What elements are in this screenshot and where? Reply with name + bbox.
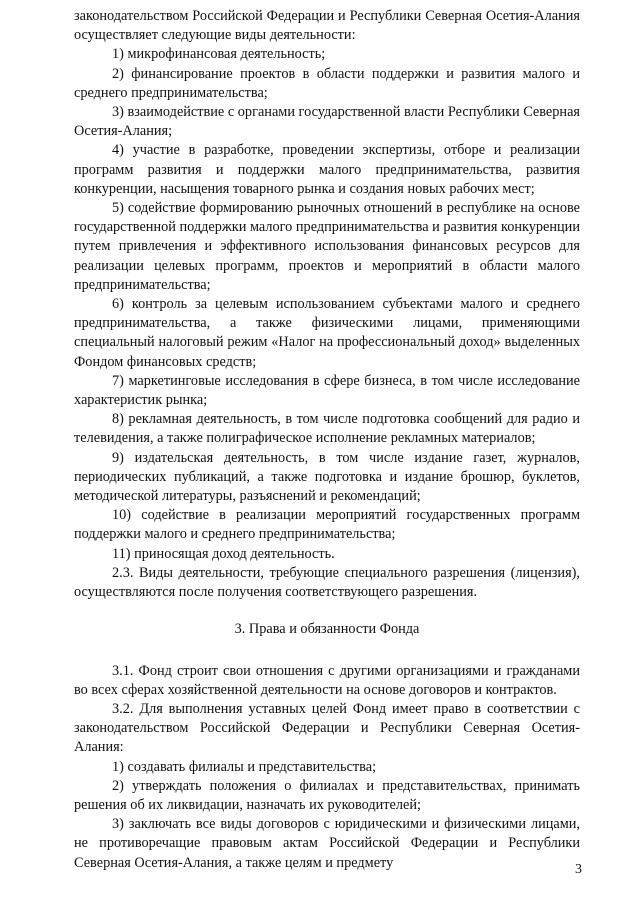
page-number: 3 bbox=[575, 862, 582, 877]
list-item: 3) заключать все виды договоров с юридическими и физическими лицами, не противоречащие правовым актам Российской Федерации и Республики Северная Осетия-Алания, а также целям и предмету bbox=[74, 816, 580, 871]
list-item: 2) утверждать положения о филиалах и представительствах, принимать решения об их ликвидации, назначать их руководителей; bbox=[74, 777, 580, 813]
paragraph: законодательством Российской Федерации и Республики Северная Осетия-Алания осуществляет следующие виды деятельности: bbox=[74, 8, 580, 44]
section-heading: 3. Права и обязанности Фонда bbox=[234, 621, 420, 638]
paragraph: 3.1. Фонд строит свои отношения с другими организациями и гражданами во всех сферах хозяйственной деятельности на основе договоров и контрактов. bbox=[74, 662, 580, 698]
list-item: 10) содействие в реализации мероприятий государственных программ поддержки малого и среднего предпринимательства; bbox=[74, 507, 580, 543]
list-item: 8) рекламная деятельность, в том числе подготовка сообщений для радио и телевидения, а также полиграфическое исполнение рекламных материалов; bbox=[74, 411, 580, 447]
list-item: 3) взаимодействие с органами государственной власти Республики Северная Осетия-Алания; bbox=[74, 104, 580, 140]
list-item: 1) микрофинансовая деятельность; bbox=[112, 46, 326, 63]
paragraph: 3.2. Для выполнения уставных целей Фонд имеет право в соответствии с законодательством Российской Федерации и Республики Северная Осетия-Алания: bbox=[74, 700, 580, 756]
list-item: 7) маркетинговые исследования в сфере бизнеса, в том числе исследование характеристик рынка; bbox=[74, 372, 580, 409]
list-item: 4) участие в разработке, проведении экспертизы, отборе и реализации программ развития и поддержки малого предпринимательства, развития конкуренции, насыщения товарного рынка и создания новых рабочих мест; bbox=[74, 142, 580, 197]
list-item: 1) создавать филиалы и представительства; bbox=[112, 758, 377, 775]
list-item: 11) приносящая доход деятельность. bbox=[112, 545, 335, 562]
list-item: 6) контроль за целевым использованием субъектами малого и среднего предпринимательства, а также физическими лицами, применяющими специальный налоговый режим «Налог на профессиональный доход» выделенных Фондом финансовых средств; bbox=[74, 296, 580, 370]
paragraph: 2.3. Виды деятельности, требующие специального разрешения (лицензия), осуществляются после получения соответствующего разрешения. bbox=[74, 564, 580, 601]
list-item: 2) финансирование проектов в области поддержки и развития малого и среднего предпринимательства; bbox=[74, 65, 580, 101]
list-item: 5) содействие формированию рыночных отношений в республике на основе государственной поддержки малого предпринимательства и развития конкуренции путем привлечения и эффективного использования финансовых ресурсов для реализации целевых программ, проектов и мероприятий в области малого предпринимательства; bbox=[74, 200, 580, 293]
list-item: 9) издательская деятельность, в том числе издание газет, журналов, периодических публикаций, а также подготовка и издание брошюр, буклетов, методической литературы, разъяснений и рекомендаций; bbox=[74, 449, 580, 505]
document-body bbox=[74, 7, 580, 873]
